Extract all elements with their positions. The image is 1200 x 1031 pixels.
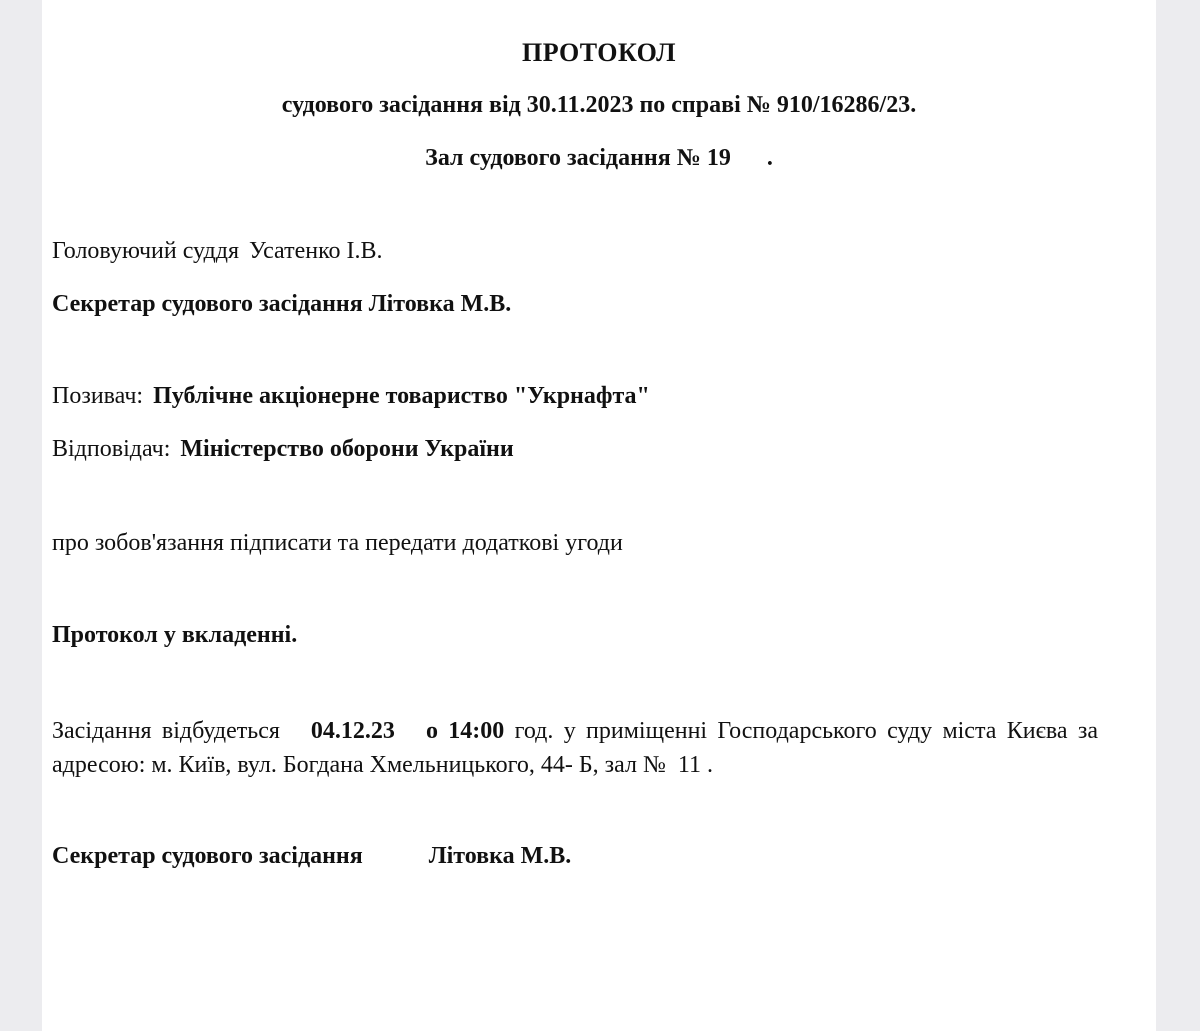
- document-subtitle: судового засідання від 30.11.2023 по справі № 910/16286/23.: [281, 92, 917, 118]
- footer-signature: [52, 843, 571, 870]
- defendant-label: Відповідач:: [52, 436, 171, 462]
- judge-label: Головуючий суддя: [52, 238, 239, 264]
- case-subject: про зобов'язання підписати та передати додаткові угоди: [52, 530, 623, 556]
- plaintiff-name: Публічне акціонерне товариство "Укрнафта": [153, 383, 650, 409]
- judge-line: [52, 238, 383, 265]
- hearing-date: 04.12.23: [310, 718, 395, 744]
- footer-label: Секретар судового засідання: [52, 843, 363, 869]
- attachment-note: Протокол у вкладенні.: [52, 622, 298, 648]
- hall-line: [42, 145, 1156, 172]
- hearing-location: год. у приміщенні Господарського суду міста Києва за адресою: м. Київ, вул. Богдана Хмельницького, 44- Б, зал №: [52, 718, 1099, 778]
- hearing-prefix: Засідання відбудеться: [52, 718, 280, 744]
- plaintiff-label: Позивач:: [52, 383, 144, 409]
- judge-name: Усатенко І.В.: [249, 238, 383, 264]
- hearing-time: о 14:00: [425, 718, 505, 744]
- plaintiff-line: [52, 383, 650, 410]
- secretary-line: Секретар судового засідання Літовка М.В.: [52, 291, 512, 317]
- document-page: [42, 0, 1156, 1031]
- hearing-end: .: [706, 752, 713, 778]
- document-title: ПРОТОКОЛ: [522, 38, 676, 67]
- hearing-paragraph: [52, 714, 1098, 782]
- hall-label: Зал судового засідання № 19: [425, 145, 731, 171]
- hearing-room: 11: [677, 752, 701, 778]
- defendant-line: [52, 436, 514, 463]
- defendant-name: Міністерство оборони України: [180, 436, 514, 462]
- footer-name: Літовка М.В.: [428, 843, 572, 869]
- hall-suffix: .: [766, 145, 773, 171]
